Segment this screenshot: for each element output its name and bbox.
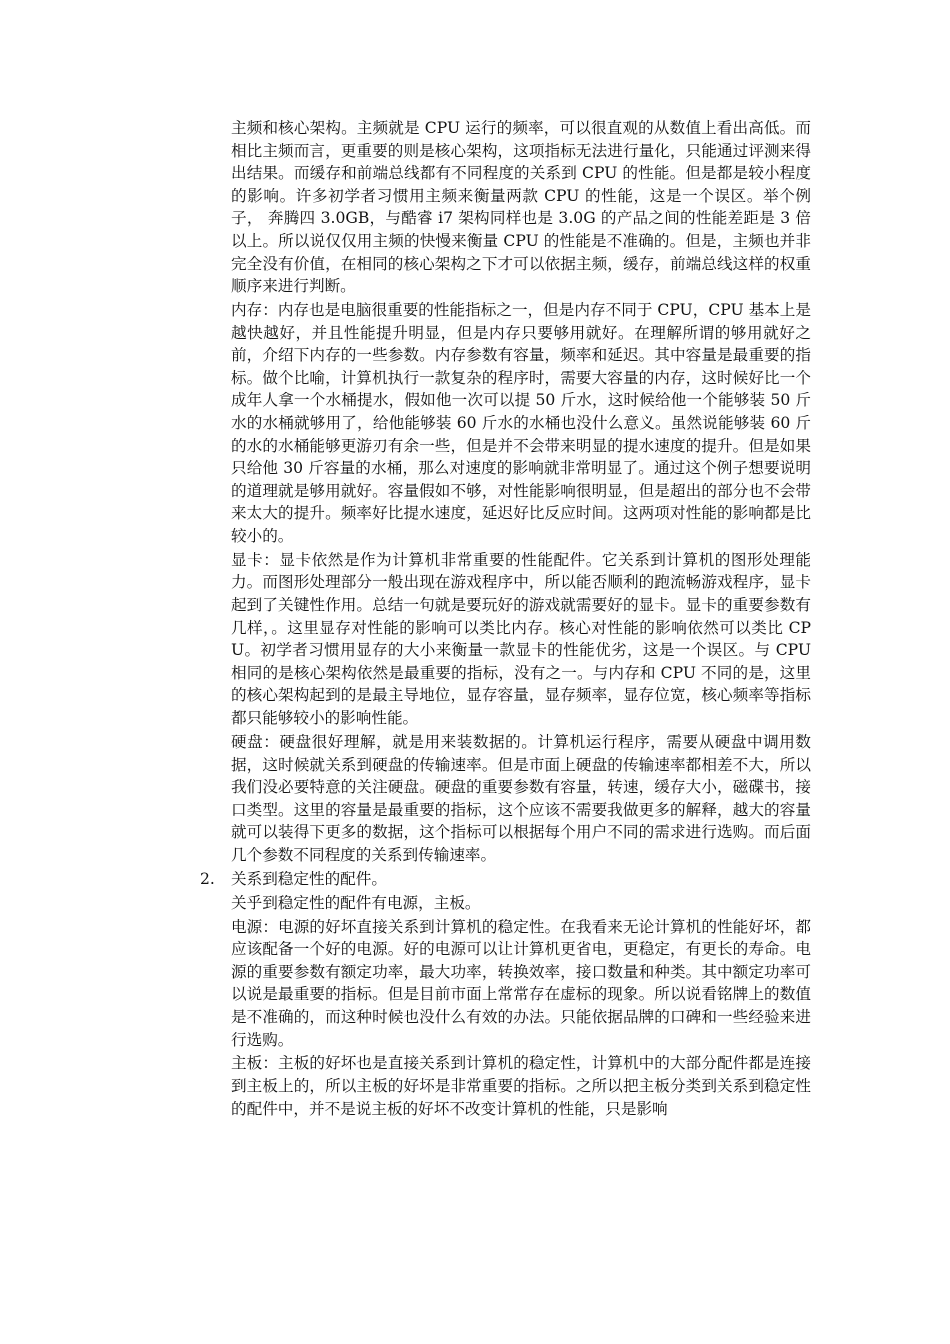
motherboard-paragraph: 主板：主板的好坏也是直接关系到计算机的稳定性，计算机中的大部分配件都是连接到主板上的，所以主板的好坏是非常重要的指标。之所以把主板分类到关系到稳定性的配件中，并不是说主板的好坏不改变计算机的性能，只是影响 [231, 1054, 811, 1118]
document-body [200, 117, 812, 1122]
list-item-stability [200, 868, 811, 891]
disk-paragraph: 硬盘：硬盘很好理解，就是用来装数据的。计算机运行程序，需要从硬盘中调用数据，这时候就关系到硬盘的传输速率。但是市面上硬盘的传输速率都相差不大，所以我们没必要特意的关注硬盘。硬盘的重要参数有容量，转速，缓存大小，磁碟书，接口类型。这里的容量是最重要的指标，这个应该不需要我做更多的解释，越大的容量就可以装得下更多的数据，这个指标可以根据每个用户不同的需求进行选购。而后面几个参数不同程度的关系到传输速率。 [231, 732, 811, 864]
gpu-paragraph: 显卡：显卡依然是作为计算机非常重要的性能配件。它关系到计算机的图形处理能力。而图形处理部分一般出现在游戏程序中，所以能否顺利的跑流畅游戏程序，显卡起到了关键性作用。总结一句就是要玩好的游戏就需要好的显卡。显卡的重要参数有几样，。这里显存对性能的影响可以类比内存。核心对性能的影响依然可以类比 CPU。初学者习惯用显存的大小来衡量一款显卡的性能优劣，这是一个误区。与 CPU 相同的是核心架构依然是最重要的指标，没有之一。与内存和 CPU 不同的是，这里的核心架构起到的是最主导地位，显存容量，显存频率，显存位宽，核心频率等指标都只能够较小的影响性能。 [231, 550, 812, 728]
memory-paragraph: 内存：内存也是电脑很重要的性能指标之一，但是内存不同于 CPU，CPU 基本上是越快越好，并且性能提升明显，但是内存只要够用就好。在理解所谓的够用就好之前，介绍下内存的一些参数。内存参数有容量，频率和延迟。其中容量是最重要的指标。做个比喻，计算机执行一款复杂的程序时，需要大容量的内存，这时候好比一个成年人拿一个水桶提水，假如他一次可以提 50 斤水，这时候给他一个能够装 50 斤水的水桶就够用了，给他能够装 60 斤水的水桶也没什么意义。虽然说能够装 60 斤的水的水桶能够更游刃有余一些，但是并不会带来明显的提水速度的提升。但是如果只给他 30 斤容量的水桶，那么对速度的影响就非常明显了。通过这个例子想要说明的道理就是够用就好。容量假如不够，对性能影响很明显，但是超出的部分也不会带来太大的提升。频率好比提水速度，延迟好比反应时间。这两项对性能的影响都是比较小的。 [231, 301, 811, 545]
list-number: 2. [200, 869, 215, 888]
psu-paragraph: 电源：电源的好坏直接关系到计算机的稳定性。在我看来无论计算机的性能好坏，都应该配备一个好的电源。好的电源可以让计算机更省电，更稳定，有更长的寿命。电源的重要参数有额定功率，最大功率，转换效率，接口数量和种类。其中额定功率可以说是最重要的指标。但是目前市面上常常存在虚标的现象。所以说看铭牌上的数值是不准确的，而这种时候也没什么有效的办法。只能依据品牌的口碑和一些经验来进行选购。 [231, 917, 811, 1049]
cpu-paragraph: 主频和核心架构。主频就是 CPU 运行的频率，可以很直观的从数值上看出高低。而相比主频而言，更重要的则是核心架构，这项指标无法进行量化，只能通过评测来得出结果。而缓存和前端总线都有不同程度的关系到 CPU 的性能。但是都是较小程度的影响。许多初学者习惯用主频来衡量两款 CPU 的性能，这是一个误区。举个例子， 奔腾四 3.0GB，与酷睿 i7 架构同样也是 3.0G 的产品之间的性能差距是 3 倍以上。所以说仅仅用主频的快慢来衡量 CPU 的性能是不准确的。但是，主频也并非完全没有价值，在相同的核心架构之下才可以依据主频，缓存，前端总线这样的权重顺序来进行判断。 [231, 119, 811, 296]
stability-intro-paragraph: 关乎到稳定性的配件有电源，主板。 [231, 893, 481, 912]
list-title: 关系到稳定性的配件。 [231, 869, 387, 888]
